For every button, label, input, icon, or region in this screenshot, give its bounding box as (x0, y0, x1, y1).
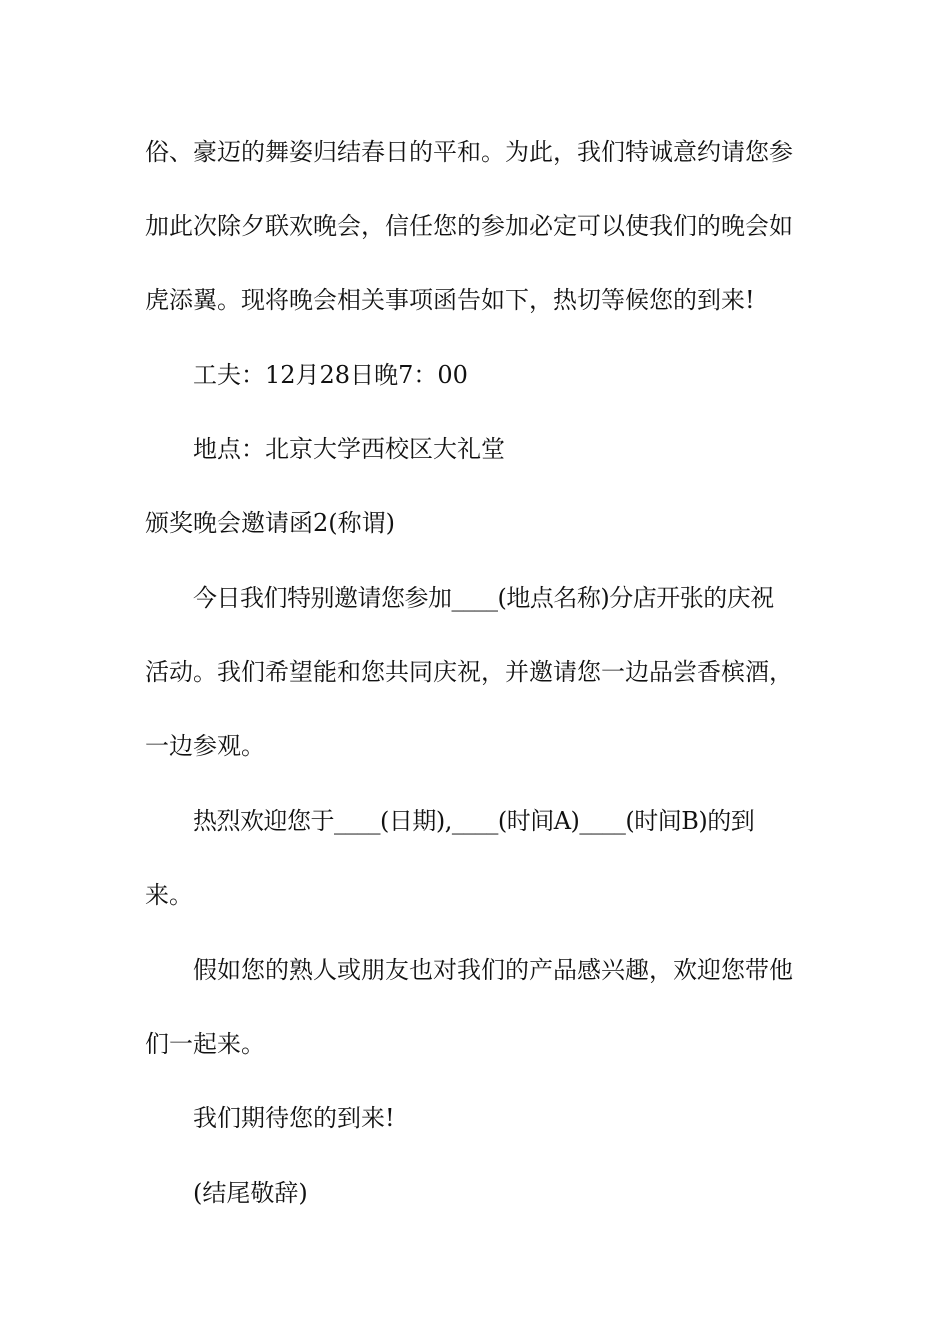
time-line: 工夫：12月28日晚7：00 (193, 361, 468, 389)
paragraph-line: 热烈欢迎您于____(日期),____(时间A)____(时间B)的到 (193, 807, 755, 835)
location-line: 地点：北京大学西校区大礼堂 (193, 435, 505, 463)
paragraph-line: 一边参观。 (145, 732, 265, 760)
paragraph-line: 俗、豪迈的舞姿归结春日的平和。为此，我们特诚意约请您参 (145, 138, 793, 166)
paragraph-line: 虎添翼。现将晚会相关事项函告如下，热切等候您的到来! (145, 286, 755, 314)
paragraph-line: 们一起来。 (145, 1030, 265, 1058)
paragraph-line: 加此次除夕联欢晚会，信任您的参加必定可以使我们的晚会如 (145, 212, 793, 240)
section-heading: 颁奖晚会邀请函2(称谓) (145, 509, 395, 537)
paragraph-line: 我们期待您的到来! (193, 1104, 395, 1132)
paragraph-line: 活动。我们希望能和您共同庆祝，并邀请您一边品尝香槟酒， (145, 658, 793, 686)
paragraph-line: 来。 (145, 881, 193, 909)
closing-line: (结尾敬辞) (193, 1179, 308, 1207)
paragraph-line: 假如您的熟人或朋友也对我们的产品感兴趣，欢迎您带他 (193, 956, 793, 984)
paragraph-line: 今日我们特别邀请您参加____(地点名称)分店开张的庆祝 (193, 584, 774, 612)
